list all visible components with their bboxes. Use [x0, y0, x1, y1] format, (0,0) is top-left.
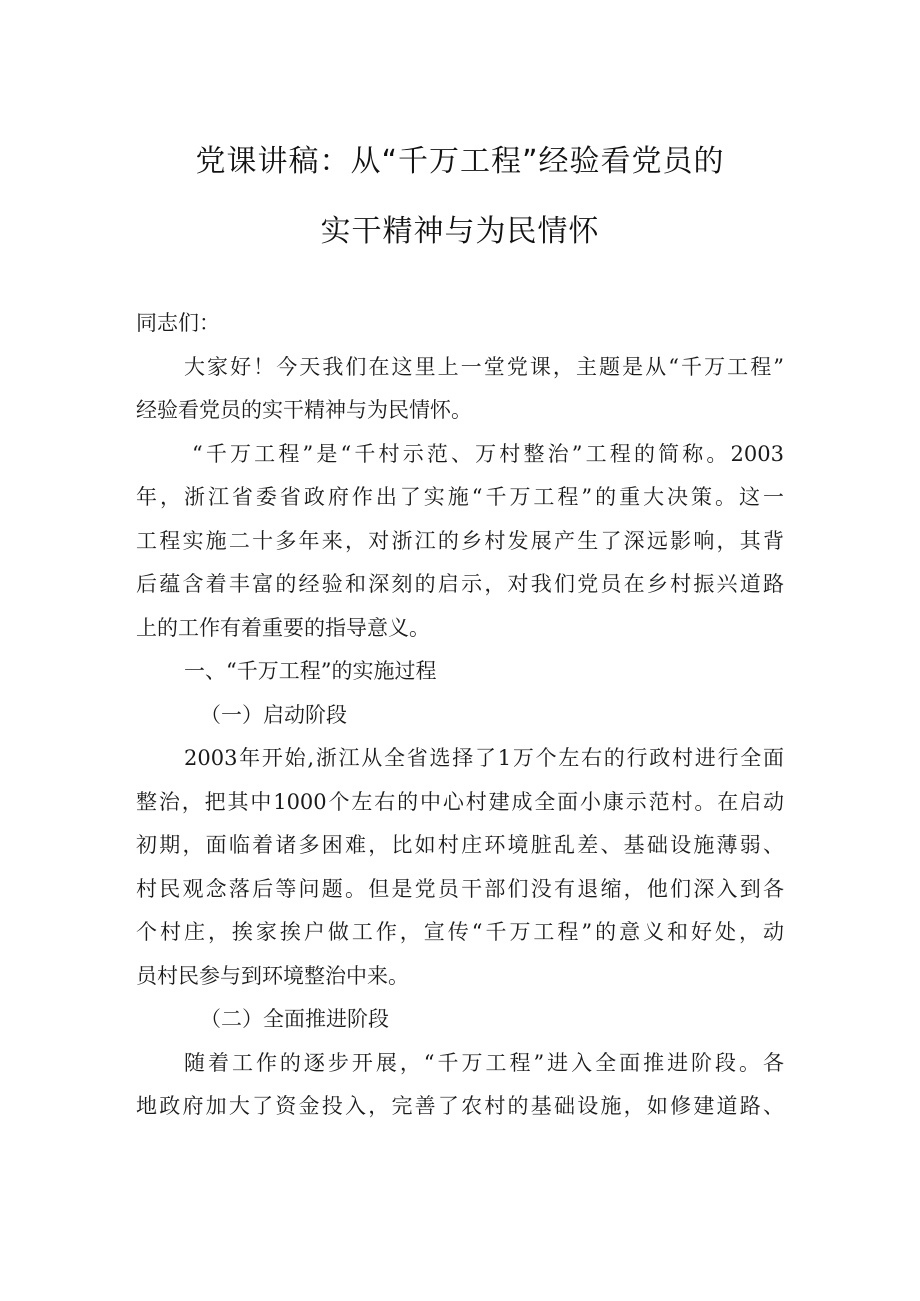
document-title-line-2: 实干精神与为民情怀 [320, 214, 600, 249]
document-title-line-1: 党课讲稿：从“千万工程”经验看党员的 [195, 144, 725, 179]
paragraph-1-line-1: 大家好！今天我们在这里上一堂党课，主题是从“千万工程” [184, 354, 784, 379]
subsection-heading-2: （二）全面推进阶段 [200, 1007, 389, 1031]
paragraph-2-line-4: 后蕴含着丰富的经验和深刻的启示，对我们党员在乡村振兴道路 [136, 572, 784, 596]
paragraph-2-line-3: 工程实施二十多年来，对浙江的乡村发展产生了深远影响，其背 [136, 528, 784, 553]
paragraph-1-line-2: 经验看党员的实干精神与为民情怀。 [136, 398, 472, 422]
salutation: 同志们： [136, 311, 220, 335]
paragraph-4-line-1: 随着工作的逐步开展，“千万工程”进入全面推进阶段。各 [184, 1050, 784, 1075]
paragraph-2-line-1: “千万工程”是“千村示范、万村整治”工程的简称。2003 [192, 441, 784, 466]
paragraph-2-line-5: 上的工作有着重要的指导意义。 [136, 615, 430, 640]
section-heading-1: 一、“千万工程”的实施过程 [184, 659, 437, 683]
paragraph-3-line-1: 2003年开始,浙江从全省选择了1万个左右的行政村进行全面 [184, 746, 784, 770]
document-body [136, 302, 784, 1129]
paragraph-3-line-2: 整治，把其中1000个左右的中心村建成全面小康示范村。在启动 [136, 789, 784, 814]
paragraph-4-line-2: 地政府加大了资金投入，完善了农村的基础设施，如修建道路、 [136, 1094, 784, 1118]
paragraph-3-line-5: 个村庄，挨家挨户做工作，宣传“千万工程”的意义和好处，动 [136, 920, 784, 944]
paragraph-3-line-4: 村民观念落后等问题。但是党员干部们没有退缩，他们深入到各 [136, 876, 784, 901]
subsection-heading-1: （一）启动阶段 [200, 702, 347, 727]
paragraph-3-line-6: 员村民参与到环境整治中来。 [136, 963, 409, 988]
paragraph-2-line-2: 年，浙江省委省政府作出了实施“千万工程”的重大决策。这一 [136, 485, 784, 509]
paragraph-3-line-3: 初期，面临着诸多困难，比如村庄环境脏乱差、基础设施薄弱、 [136, 833, 784, 857]
